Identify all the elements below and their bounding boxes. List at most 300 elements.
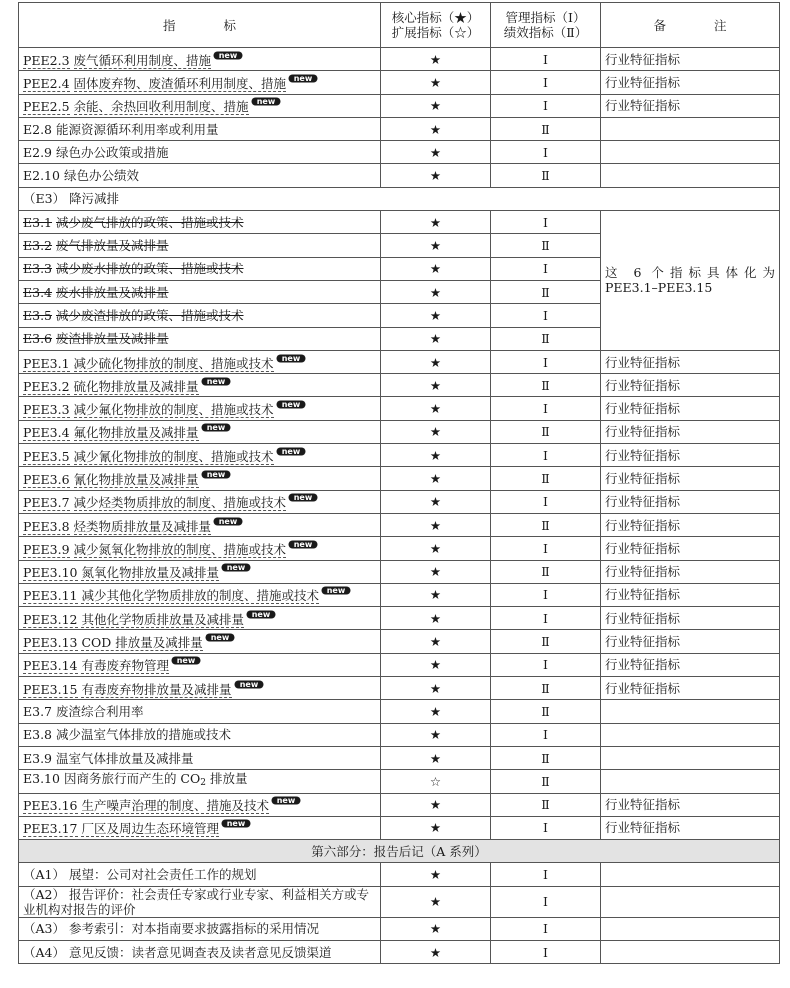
indicator-text: 参考索引：对本指南要求披露指标的采用情况 <box>68 921 319 937</box>
svg-text:new: new <box>256 97 275 107</box>
core-marker: ★ <box>381 48 491 71</box>
remark-cell: 行业特征指标 <box>601 607 780 630</box>
svg-text:new: new <box>281 446 300 456</box>
indicator-text: 氮氧化物排放量及减排量 <box>81 565 219 581</box>
indicator-code: PEE3.11 <box>23 588 78 604</box>
group-row-e3 <box>19 187 780 210</box>
core-marker: ★ <box>381 304 491 327</box>
indicator-code: PEE2.5 <box>23 99 70 115</box>
type-marker: Ⅱ <box>491 677 601 700</box>
indicator-cell <box>19 467 381 490</box>
remark-cell <box>601 863 780 886</box>
type-marker: Ⅰ <box>491 94 601 117</box>
indicator-code: E2.9 <box>23 144 53 160</box>
indicator-text: 废气排放量及减排量 <box>56 238 169 254</box>
remark-cell <box>601 723 780 746</box>
table-row <box>19 793 780 816</box>
indicator-code: E3.2 <box>23 238 53 254</box>
indicator-code: PEE3.13 <box>23 635 78 651</box>
new-badge-icon <box>276 400 306 409</box>
type-marker: Ⅰ <box>491 141 601 164</box>
indicator-text: 减少其他化学物质排放的制度、措施或技术 <box>81 588 319 604</box>
type-marker: Ⅱ <box>491 280 601 303</box>
indicator-code: PEE3.15 <box>23 681 78 697</box>
table-row <box>19 917 780 940</box>
table-row <box>19 350 780 373</box>
indicator-text: 因商务旅行而产生的 CO <box>63 771 201 787</box>
svg-text:new: new <box>218 516 238 526</box>
indicator-text: 减少温室气体排放的措施或技术 <box>56 727 232 743</box>
core-marker: ★ <box>381 397 491 420</box>
indicator-text: 报告评价：社会责任专家或行业专家、利益相关方或专业机构对报告的评价 <box>23 886 369 917</box>
remark-cell <box>601 940 780 963</box>
remark-cell: 行业特征指标 <box>601 793 780 816</box>
table-row <box>19 607 780 630</box>
indicator-text: 余能、余热回收利用制度、措施 <box>73 99 249 115</box>
table-row <box>19 746 780 769</box>
indicator-text: 生产噪声治理的制度、措施及技术 <box>81 798 269 814</box>
indicator-cell <box>19 257 381 280</box>
new-badge-icon <box>221 819 251 828</box>
core-marker: ★ <box>381 793 491 816</box>
remark-cell: 行业特征指标 <box>601 94 780 117</box>
type-marker: Ⅰ <box>491 71 601 94</box>
core-marker: ★ <box>381 677 491 700</box>
remark-cell <box>601 746 780 769</box>
type-marker: Ⅰ <box>491 723 601 746</box>
core-marker: ★ <box>381 94 491 117</box>
indicator-cell <box>19 886 381 917</box>
core-marker: ★ <box>381 940 491 963</box>
header-indicator: 指 标 <box>19 3 381 48</box>
indicator-code: E3.6 <box>23 331 53 347</box>
core-marker: ★ <box>381 71 491 94</box>
core-marker: ★ <box>381 583 491 606</box>
table-row <box>19 117 780 140</box>
new-badge-icon <box>205 633 235 642</box>
indicator-text: 其他化学物质排放量及减排量 <box>81 611 244 627</box>
indicator-text: 减少废渣排放的政策、措施或技术 <box>56 307 244 323</box>
remark-cell: 行业特征指标 <box>601 560 780 583</box>
type-marker: Ⅱ <box>491 513 601 536</box>
indicator-cell <box>19 940 381 963</box>
type-marker: Ⅱ <box>491 793 601 816</box>
core-marker: ★ <box>381 700 491 723</box>
indicator-cell <box>19 630 381 653</box>
indicator-code: PEE3.5 <box>23 448 70 464</box>
type-marker: Ⅱ <box>491 770 601 793</box>
remark-cell: 行业特征指标 <box>601 816 780 839</box>
remark-cell <box>601 141 780 164</box>
indicator-code: （A2） <box>23 886 65 902</box>
svg-text:new: new <box>226 563 246 573</box>
indicator-text: 减少氮氧化物排放的制度、措施或技术 <box>73 541 287 557</box>
extended-marker: ☆ <box>381 770 491 793</box>
remark-cell: 行业特征指标 <box>601 490 780 513</box>
core-marker: ★ <box>381 211 491 234</box>
indicator-code: E3.9 <box>23 750 53 766</box>
indicator-text: 废水排放量及减排量 <box>56 284 169 300</box>
new-badge-icon <box>251 97 281 106</box>
table-row <box>19 71 780 94</box>
type-marker: Ⅰ <box>491 863 601 886</box>
remark-cell: 行业特征指标 <box>601 677 780 700</box>
table-row <box>19 677 780 700</box>
table-row <box>19 513 780 536</box>
remark-cell <box>601 770 780 793</box>
indicator-code: （A4） <box>23 944 65 960</box>
core-marker: ★ <box>381 630 491 653</box>
svg-text:new: new <box>226 819 246 829</box>
indicator-table <box>18 2 780 964</box>
remark-cell: 行业特征指标 <box>601 374 780 397</box>
indicator-cell <box>19 816 381 839</box>
table-row <box>19 630 780 653</box>
core-marker: ★ <box>381 607 491 630</box>
indicator-cell <box>19 397 381 420</box>
core-marker: ★ <box>381 141 491 164</box>
new-badge-icon <box>288 540 318 549</box>
indicator-code: E3.3 <box>23 261 53 277</box>
type-marker: Ⅰ <box>491 886 601 917</box>
indicator-code: （A3） <box>23 921 65 937</box>
indicator-cell <box>19 444 381 467</box>
indicator-code: PEE3.1 <box>23 355 70 371</box>
svg-text:new: new <box>206 469 225 479</box>
core-marker: ★ <box>381 816 491 839</box>
new-badge-icon <box>213 517 243 526</box>
indicator-cell <box>19 746 381 769</box>
indicator-cell <box>19 653 381 676</box>
new-badge-icon <box>221 563 251 572</box>
indicator-code: PEE3.2 <box>23 378 70 394</box>
remark-cell <box>601 917 780 940</box>
table-row <box>19 653 780 676</box>
indicator-text: 废渣综合利用率 <box>56 703 144 719</box>
indicator-code: PEE3.12 <box>23 611 78 627</box>
type-marker: Ⅰ <box>491 304 601 327</box>
indicator-text: 硫化物排放量及减排量 <box>73 378 199 394</box>
indicator-text: 减少硫化物排放的制度、措施或技术 <box>73 355 274 371</box>
remark-cell: 行业特征指标 <box>601 48 780 71</box>
type-marker: Ⅱ <box>491 234 601 257</box>
type-marker: Ⅱ <box>491 560 601 583</box>
indicator-text-tail: 排放量 <box>205 771 248 787</box>
remark-cell: 行业特征指标 <box>601 537 780 560</box>
indicator-cell <box>19 164 381 187</box>
remark-cell <box>601 886 780 917</box>
remark-cell: 行业特征指标 <box>601 630 780 653</box>
core-marker: ★ <box>381 350 491 373</box>
indicator-cell <box>19 350 381 373</box>
table-row <box>19 141 780 164</box>
table-row <box>19 94 780 117</box>
indicator-text: 展望：公司对社会责任工作的规划 <box>68 867 257 883</box>
type-marker: Ⅰ <box>491 940 601 963</box>
remark-cell: 行业特征指标 <box>601 350 780 373</box>
table-row <box>19 700 780 723</box>
indicator-code: E3.4 <box>23 284 53 300</box>
core-marker: ★ <box>381 467 491 490</box>
indicator-code: E3.7 <box>23 703 53 719</box>
core-marker: ★ <box>381 444 491 467</box>
indicator-cell <box>19 141 381 164</box>
indicator-cell <box>19 607 381 630</box>
type-marker: Ⅱ <box>491 467 601 490</box>
remark-cell <box>601 117 780 140</box>
indicator-cell <box>19 280 381 303</box>
type-marker: Ⅱ <box>491 374 601 397</box>
new-badge-icon <box>276 354 306 363</box>
core-marker: ★ <box>381 513 491 536</box>
new-badge-icon <box>246 610 276 619</box>
table-row <box>19 397 780 420</box>
core-marker: ★ <box>381 863 491 886</box>
indicator-code: （A1） <box>23 867 65 883</box>
table-row <box>19 420 780 443</box>
indicator-text: 减少烃类物质排放的制度、措施或技术 <box>73 495 287 511</box>
indicator-code: E2.8 <box>23 121 53 137</box>
indicator-text: 废渣排放量及减排量 <box>56 331 169 347</box>
table-row <box>19 164 780 187</box>
core-marker: ★ <box>381 164 491 187</box>
core-marker: ★ <box>381 420 491 443</box>
table-row <box>19 583 780 606</box>
indicator-cell <box>19 48 381 71</box>
new-badge-icon <box>321 586 351 595</box>
core-marker: ★ <box>381 917 491 940</box>
indicator-text: 减少氟化物排放的制度、措施或技术 <box>73 402 274 418</box>
core-marker: ★ <box>381 886 491 917</box>
indicator-cell <box>19 770 381 793</box>
indicator-code: PEE3.7 <box>23 495 70 511</box>
indicator-code: PEE3.17 <box>23 821 78 837</box>
subscript-2: 2 <box>200 778 206 789</box>
core-marker: ★ <box>381 257 491 280</box>
remark-cell: 行业特征指标 <box>601 71 780 94</box>
type-marker: Ⅰ <box>491 607 601 630</box>
remark-cell: 行业特征指标 <box>601 583 780 606</box>
indicator-cell <box>19 71 381 94</box>
type-marker: Ⅰ <box>491 350 601 373</box>
new-badge-icon <box>213 51 243 60</box>
table-row <box>19 444 780 467</box>
indicator-text: 固体废弃物、废渣循环利用制度、措施 <box>73 75 287 91</box>
table-row <box>19 723 780 746</box>
type-marker: Ⅰ <box>491 48 601 71</box>
indicator-code: PEE3.4 <box>23 425 70 441</box>
svg-text:new: new <box>218 50 238 60</box>
new-badge-icon <box>271 796 301 805</box>
indicator-cell <box>19 917 381 940</box>
indicator-code: PEE3.16 <box>23 798 78 814</box>
new-badge-icon <box>234 680 264 689</box>
section-title: 第六部分：报告后记（A 系列） <box>19 840 780 863</box>
remark-cell: 行业特征指标 <box>601 653 780 676</box>
indicator-text: 氟化物排放量及减排量 <box>73 425 199 441</box>
core-marker: ★ <box>381 280 491 303</box>
svg-text:new: new <box>176 656 196 666</box>
type-marker: Ⅰ <box>491 490 601 513</box>
indicator-text: 烃类物质排放量及减排量 <box>73 518 212 534</box>
new-badge-icon <box>276 447 306 456</box>
new-badge-icon <box>288 74 318 83</box>
indicator-cell <box>19 234 381 257</box>
indicator-cell <box>19 94 381 117</box>
type-marker: Ⅰ <box>491 537 601 560</box>
indicator-code: E3.8 <box>23 727 53 743</box>
indicator-code: PEE2.3 <box>23 52 70 68</box>
svg-text:new: new <box>326 586 346 596</box>
type-marker: Ⅱ <box>491 327 601 350</box>
indicator-text: 绿色办公政策或措施 <box>56 144 169 160</box>
indicator-text: 氰化物排放量及减排量 <box>73 471 199 487</box>
indicator-cell <box>19 211 381 234</box>
indicator-cell <box>19 117 381 140</box>
type-marker: Ⅰ <box>491 211 601 234</box>
indicator-cell <box>19 793 381 816</box>
table-row <box>19 490 780 513</box>
indicator-text: 减少废气排放的政策、措施或技术 <box>56 214 244 230</box>
type-marker: Ⅰ <box>491 583 601 606</box>
svg-text:new: new <box>281 400 300 410</box>
core-marker: ★ <box>381 537 491 560</box>
indicator-code: PEE3.14 <box>23 658 78 674</box>
group-label: （E3） 降污减排 <box>19 187 780 210</box>
svg-text:new: new <box>206 376 225 386</box>
header-core-extended: 核心指标（★） 扩展指标（☆） <box>381 3 491 48</box>
header-management-performance: 管理指标（Ⅰ） 绩效指标（Ⅱ） <box>491 3 601 48</box>
table-row <box>19 537 780 560</box>
indicator-text: 温室气体排放量及减排量 <box>56 750 194 766</box>
svg-text:new: new <box>293 539 313 549</box>
core-marker: ★ <box>381 234 491 257</box>
indicator-code: E2.10 <box>23 168 60 184</box>
svg-text:new: new <box>281 353 300 363</box>
type-marker: Ⅰ <box>491 397 601 420</box>
indicator-cell <box>19 490 381 513</box>
type-marker: Ⅱ <box>491 164 601 187</box>
indicator-code: PEE3.3 <box>23 402 70 418</box>
type-marker: Ⅰ <box>491 917 601 940</box>
indicator-text: 能源资源循环利用率或利用量 <box>56 121 219 137</box>
table-row <box>19 560 780 583</box>
type-marker: Ⅰ <box>491 653 601 676</box>
indicator-code: E3.5 <box>23 307 53 323</box>
table-body <box>19 48 780 964</box>
indicator-cell <box>19 560 381 583</box>
core-marker: ★ <box>381 560 491 583</box>
indicator-text: 减少废水排放的政策、措施或技术 <box>56 261 244 277</box>
header-remarks: 备 注 <box>601 3 780 48</box>
remark-cell <box>601 700 780 723</box>
svg-text:new: new <box>239 679 258 689</box>
merged-remark-cell: 这 6 个指标具体化为 PEE3.1–PEE3.15 <box>601 211 780 351</box>
new-badge-icon <box>201 423 231 432</box>
svg-text:new: new <box>276 796 296 806</box>
section-header-row <box>19 840 780 863</box>
indicator-code: PEE3.6 <box>23 471 70 487</box>
indicator-cell <box>19 723 381 746</box>
svg-text:new: new <box>206 423 225 433</box>
svg-text:new: new <box>293 493 313 503</box>
type-marker: Ⅱ <box>491 117 601 140</box>
indicator-cell <box>19 677 381 700</box>
indicator-cell <box>19 863 381 886</box>
svg-text:new: new <box>293 73 313 83</box>
type-marker: Ⅱ <box>491 630 601 653</box>
table-row <box>19 467 780 490</box>
remark-cell <box>601 164 780 187</box>
indicator-text: COD 排放量及减排量 <box>81 635 203 651</box>
svg-text:new: new <box>210 633 230 643</box>
new-badge-icon <box>171 656 201 665</box>
indicator-text: 减少氰化物排放的制度、措施或技术 <box>73 448 274 464</box>
remark-cell: 行业特征指标 <box>601 513 780 536</box>
table-row <box>19 863 780 886</box>
table-row <box>19 886 780 917</box>
indicator-cell <box>19 583 381 606</box>
new-badge-icon <box>201 377 231 386</box>
core-marker: ★ <box>381 490 491 513</box>
new-badge-icon <box>201 470 231 479</box>
indicator-code: PEE3.8 <box>23 518 70 534</box>
indicator-cell <box>19 513 381 536</box>
indicator-code: PEE3.10 <box>23 565 78 581</box>
core-marker: ★ <box>381 653 491 676</box>
table-row-deprecated <box>19 211 780 234</box>
indicator-text: 有毒废弃物管理 <box>81 658 169 674</box>
type-marker: Ⅱ <box>491 420 601 443</box>
indicator-code: PEE3.9 <box>23 541 70 557</box>
core-marker: ★ <box>381 723 491 746</box>
table-row <box>19 816 780 839</box>
indicator-text: 厂区及周边生态环境管理 <box>81 821 219 837</box>
indicator-text: 废气循环利用制度、措施 <box>73 52 212 68</box>
table-row <box>19 770 780 793</box>
remark-cell: 行业特征指标 <box>601 444 780 467</box>
indicator-cell <box>19 374 381 397</box>
table-header-row <box>19 3 780 48</box>
indicator-text: 绿色办公绩效 <box>63 168 139 184</box>
remark-cell: 行业特征指标 <box>601 420 780 443</box>
svg-text:new: new <box>251 609 271 619</box>
indicator-code: PEE2.4 <box>23 75 70 91</box>
table-row <box>19 48 780 71</box>
type-marker: Ⅰ <box>491 257 601 280</box>
new-badge-icon <box>288 493 318 502</box>
core-marker: ★ <box>381 746 491 769</box>
indicator-cell <box>19 304 381 327</box>
indicator-text: 有毒废弃物排放量及减排量 <box>81 681 232 697</box>
type-marker: Ⅱ <box>491 700 601 723</box>
core-marker: ★ <box>381 117 491 140</box>
table-row <box>19 940 780 963</box>
type-marker: Ⅱ <box>491 746 601 769</box>
indicator-code: E3.1 <box>23 214 53 230</box>
type-marker: Ⅰ <box>491 816 601 839</box>
remark-cell: 行业特征指标 <box>601 467 780 490</box>
indicator-cell <box>19 537 381 560</box>
core-marker: ★ <box>381 327 491 350</box>
remark-cell: 行业特征指标 <box>601 397 780 420</box>
type-marker: Ⅰ <box>491 444 601 467</box>
indicator-cell <box>19 327 381 350</box>
core-marker: ★ <box>381 374 491 397</box>
indicator-cell <box>19 420 381 443</box>
table-row <box>19 374 780 397</box>
indicator-cell <box>19 700 381 723</box>
